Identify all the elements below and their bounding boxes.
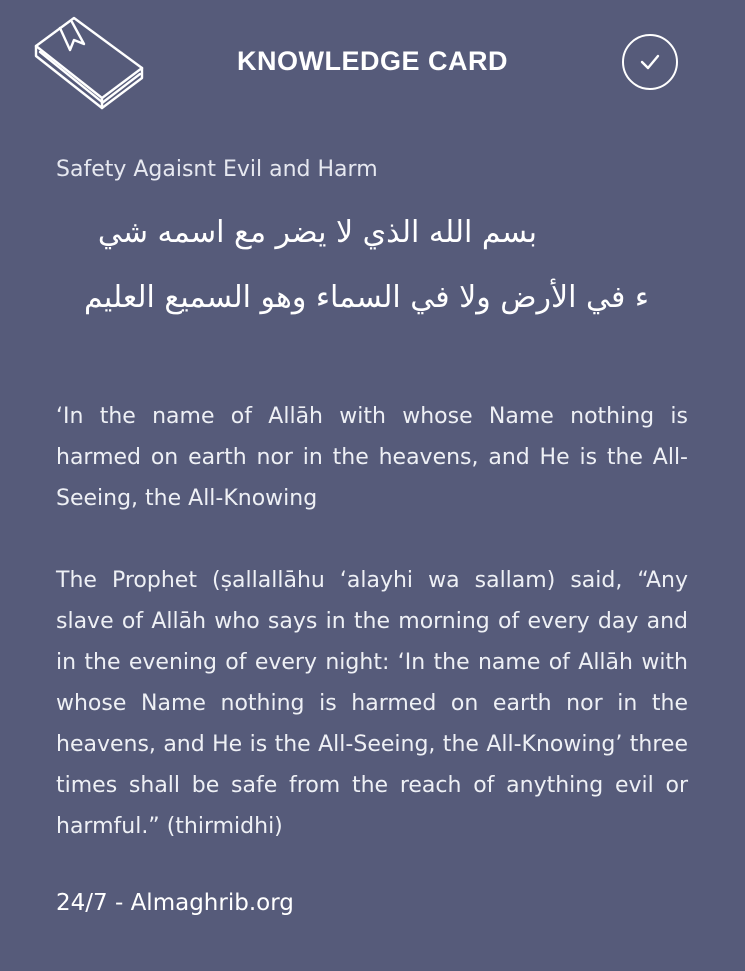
page-title: KNOWLEDGE CARD	[237, 46, 508, 76]
complete-button[interactable]	[622, 34, 678, 90]
footer-link[interactable]: 24/7 - Almaghrib.org	[56, 890, 294, 916]
check-icon	[639, 53, 661, 71]
hadith-text: The Prophet (ṣallallāhu ‘alayhi wa sallam) said, “Any slave of Allāh who says in the morning of every day and in the evening of every night: ‘In the name of Allāh with whose Name nothing is harmed on earth nor in the heavens, and He is the All-Seeing, the All-Knowing’ three times shall be safe from the reach of anything evil or harmful.” (thirmidhi)	[56, 568, 688, 839]
translation-text: ‘In the name of Allāh with whose Name nothing is harmed on earth nor in the heavens, and He is the All-Seeing, the All-Knowing	[56, 404, 688, 511]
card-subtitle: Safety Agaisnt Evil and Harm	[56, 157, 378, 182]
arabic-text-line-2: ء في الأرض ولا في السماء وهو السميع العليم	[83, 280, 649, 315]
arabic-text-line-1: بسم الله الذي لا يضر مع اسمه شي	[97, 215, 537, 250]
